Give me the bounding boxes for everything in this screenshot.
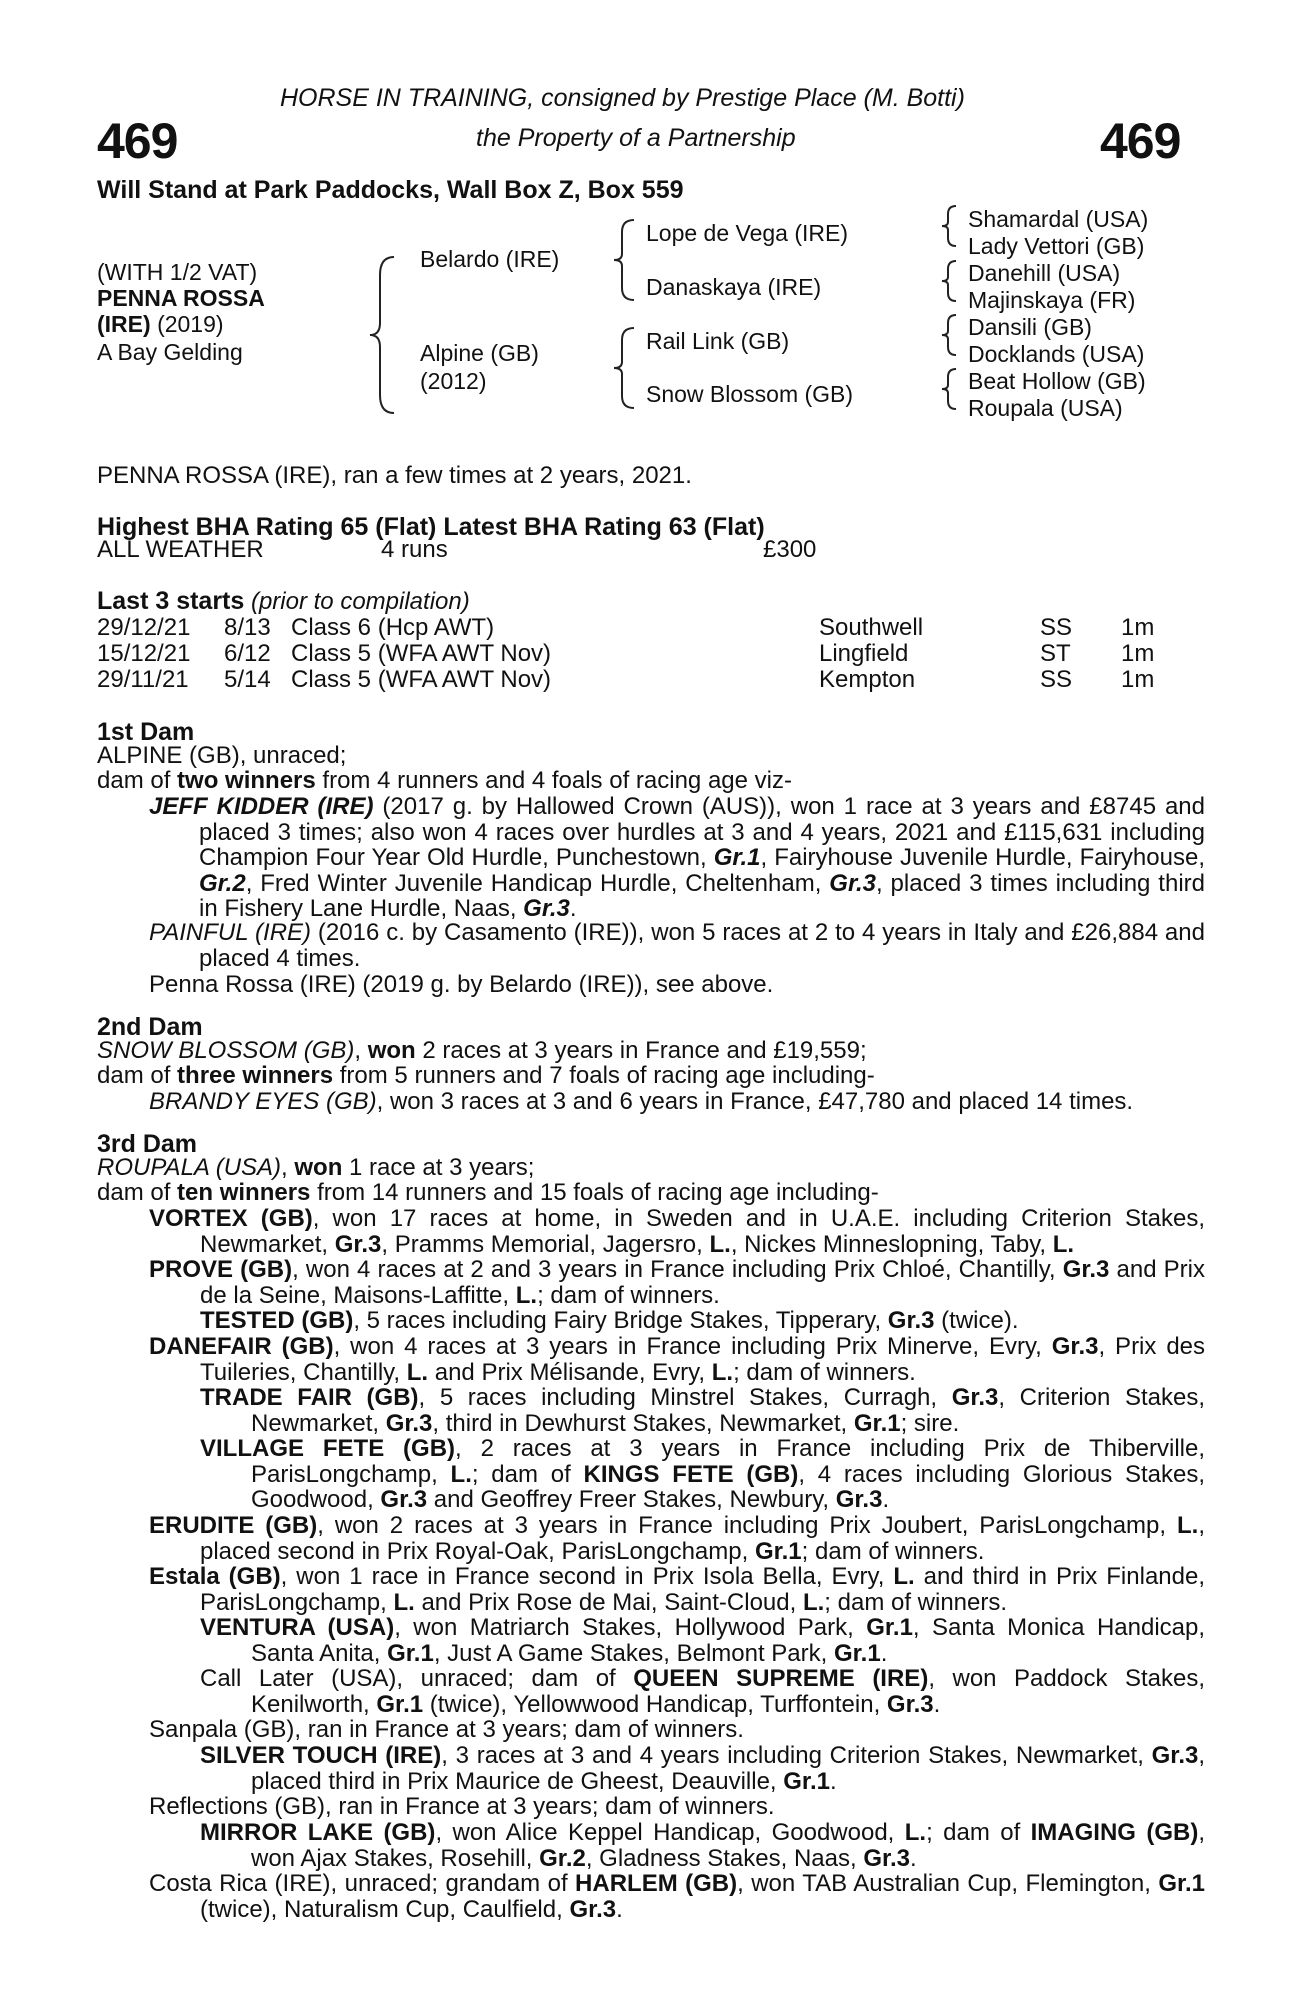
- pedigree-gen3-5: Dansili (GB): [968, 314, 1092, 340]
- third-dam-line2: dam of ten winners from 14 runners and 15 foals of racing age including-: [97, 1179, 879, 1206]
- start-race: Class 5 (WFA AWT Nov): [291, 666, 552, 693]
- start-distance: 1m: [1121, 640, 1155, 667]
- pedigree-gen2-4: Snow Blossom (GB): [646, 381, 854, 407]
- horse-country-year: [97, 311, 224, 338]
- progeny-vortex: VORTEX (GB), won 17 races at home, in Sweden and in U.A.E. including Criterion Stakes, Newmarket, Gr.3, Pramms Memorial, Jagersro, L., Nickes Minneslopning, Taby, L.: [149, 1205, 1205, 1258]
- pedigree-brace-g3-2: [940, 259, 962, 303]
- last-starts-title: Last 3 starts: [97, 587, 245, 615]
- start-date: 15/12/21: [97, 640, 191, 667]
- progeny-ventura: VENTURA (USA), won Matriarch Stakes, Hollywood Park, Gr.1, Santa Monica Handicap, Santa Anita, Gr.1, Just A Game Stakes, Belmont Park, Gr.1.: [200, 1614, 1206, 1667]
- progeny-trade-fair: TRADE FAIR (GB), 5 races including Minstrel Stakes, Curragh, Gr.3, Criterion Stakes, Newmarket, Gr.3, third in Dewhurst Stakes, Newmarket, Gr.1; sire.: [200, 1384, 1206, 1437]
- last-starts-heading: [97, 589, 470, 615]
- pedigree-brace-large: [368, 255, 408, 415]
- progeny-silver-touch: SILVER TOUCH (IRE), 3 races at 3 and 4 years including Criterion Stakes, Newmarket, Gr.3, placed third in Prix Maurice de Gheest, Deauville, Gr.1.: [200, 1742, 1206, 1795]
- lot-number-left: 469: [97, 113, 178, 169]
- pedigree-gen3-3: Danehill (USA): [968, 260, 1121, 286]
- pedigree-gen3-7: Beat Hollow (GB): [968, 368, 1146, 394]
- pedigree-gen3-2: Lady Vettori (GB): [968, 233, 1145, 259]
- progeny-call-later: Call Later (USA), unraced; dam of QUEEN SUPREME (IRE), won Paddock Stakes, Kenilworth, Gr.1 (twice), Yellowwood Handicap, Turffontein, Gr.3.: [200, 1665, 1205, 1718]
- progeny-village-fete: VILLAGE FETE (GB), 2 races at 3 years in France including Prix de Thiberville, ParisLongchamp, L.; dam of KINGS FETE (GB), 4 races including Glorious Stakes, Goodwood, Gr.3 and Geoffrey Freer Stakes, Newbury, Gr.3.: [200, 1435, 1205, 1514]
- progeny-erudite: ERUDITE (GB), won 2 races at 3 years in France including Prix Joubert, ParisLongchamp, L., placed second in Prix Royal-Oak, ParisLongchamp, Gr.1; dam of winners.: [149, 1512, 1205, 1565]
- pedigree-brace-g3-3: [940, 313, 962, 357]
- last-starts-note: (prior to compilation): [250, 588, 470, 615]
- stand-location: Will Stand at Park Paddocks, Wall Box Z, Box 559: [97, 176, 684, 204]
- start-distance: 1m: [1121, 614, 1155, 641]
- pedigree-brace-g3-4: [940, 367, 962, 411]
- start-race: Class 6 (Hcp AWT): [291, 614, 495, 641]
- pedigree-gen3-1: Shamardal (USA): [968, 206, 1149, 232]
- start-race: Class 5 (WFA AWT Nov): [291, 640, 552, 667]
- pedigree-gen3-8: Roupala (USA): [968, 395, 1123, 421]
- start-position: 5/14: [224, 666, 271, 693]
- pedigree-brace-sire: [612, 218, 642, 302]
- progeny-jeff-kidder: JEFF KIDDER (IRE) (2017 g. by Hallowed Crown (AUS)), won 1 race at 3 years and £8745 and placed 3 times; also won 4 races over hurdles at 3 and 4 years, 2021 and £115,631 including Champion Four Year Old Hurdle, Punchestown, Gr.1, Fairyhouse Juvenile Hurdle, Fairyhouse, Gr.2, Fred Winter Juvenile Handicap Hurdle, Cheltenham, Gr.3, placed 3 times including third in Fishery Lane Hurdle, Naas, Gr.3.: [149, 793, 1206, 923]
- consignor-line: HORSE IN TRAINING, consigned by Prestige Place (M. Botti): [280, 84, 965, 112]
- start-course: Southwell: [819, 614, 924, 641]
- rating-surface: ALL WEATHER: [97, 536, 264, 563]
- race-summary: PENNA ROSSA (IRE), ran a few times at 2 years, 2021.: [97, 462, 692, 489]
- progeny-mirror-lake: MIRROR LAKE (GB), won Alice Keppel Handicap, Goodwood, L.; dam of IMAGING (GB), won Ajax Stakes, Rosehill, Gr.2, Gladness Stakes, Naas, Gr.3.: [200, 1819, 1206, 1872]
- horse-name: PENNA ROSSA: [97, 285, 265, 311]
- pedigree-gen2-2: Danaskaya (IRE): [646, 274, 822, 300]
- vat-note: (WITH 1/2 VAT): [97, 259, 258, 285]
- rating-runs: 4 runs: [381, 536, 448, 563]
- progeny-tested: TESTED (GB), 5 races including Fairy Bridge Stakes, Tipperary, Gr.3 (twice).: [200, 1307, 1019, 1334]
- horse-year: (2019): [157, 311, 224, 337]
- horse-country: (IRE): [97, 311, 151, 337]
- pedigree-gen2-3: Rail Link (GB): [646, 328, 790, 354]
- third-dam-line1: ROUPALA (USA), won 1 race at 3 years;: [97, 1154, 535, 1181]
- pedigree-dam-year: (2012): [420, 368, 487, 394]
- second-dam-line2: dam of three winners from 5 runners and 7 foals of racing age including-: [97, 1062, 875, 1089]
- start-position: 6/12: [224, 640, 271, 667]
- pedigree-brace-g3-1: [940, 204, 962, 248]
- progeny-danefair: DANEFAIR (GB), won 4 races at 3 years in France including Prix Minerve, Evry, Gr.3, Prix des Tuileries, Chantilly, L. and Prix Mélisande, Evry, L.; dam of winners.: [149, 1333, 1206, 1386]
- bha-rating-title: Highest BHA Rating 65 (Flat) Latest BHA Rating 63 (Flat): [97, 513, 765, 541]
- first-dam-line2: dam of two winners from 4 runners and 4 foals of racing age viz-: [97, 767, 792, 794]
- start-distance: 1m: [1121, 666, 1155, 693]
- pedigree-gen2-1: Lope de Vega (IRE): [646, 220, 849, 246]
- progeny-prove: PROVE (GB), won 4 races at 2 and 3 years in France including Prix Chloé, Chantilly, Gr.3 and Prix de la Seine, Maisons-Laffitte, L.; dam of winners.: [149, 1256, 1205, 1309]
- third-dam-title: 3rd Dam: [97, 1130, 198, 1158]
- progeny-penna-rossa: Penna Rossa (IRE) (2019 g. by Belardo (IRE)), see above.: [149, 971, 774, 998]
- start-going: SS: [1040, 614, 1073, 641]
- progeny-painful: PAINFUL (IRE) (2016 c. by Casamento (IRE)), won 5 races at 2 to 4 years in Italy and £26,884 and placed 4 times.: [149, 919, 1205, 972]
- start-going: SS: [1040, 666, 1073, 693]
- lot-number-right: 469: [1100, 113, 1181, 169]
- first-dam-title: 1st Dam: [97, 718, 195, 746]
- pedigree-dam: Alpine (GB): [420, 340, 539, 366]
- rating-earnings: £300: [763, 536, 817, 563]
- start-course: Lingfield: [819, 640, 909, 667]
- progeny-estala: Estala (GB), won 1 race in France second in Prix Isola Bella, Evry, L. and third in Prix Finlande, ParisLongchamp, L. and Prix Rose de Mai, Saint-Cloud, L.; dam of winners.: [149, 1563, 1205, 1616]
- pedigree-gen3-4: Majinskaya (FR): [968, 287, 1136, 313]
- progeny-reflections: Reflections (GB), ran in France at 3 years; dam of winners.: [149, 1793, 775, 1820]
- start-course: Kempton: [819, 666, 916, 693]
- first-dam-line1: ALPINE (GB), unraced;: [97, 742, 347, 769]
- start-going: ST: [1040, 640, 1071, 667]
- pedigree-sire: Belardo (IRE): [420, 246, 560, 272]
- progeny-costa-rica: Costa Rica (IRE), unraced; grandam of HARLEM (GB), won TAB Australian Cup, Flemington, Gr.1 (twice), Naturalism Cup, Caulfield, Gr.3.: [149, 1870, 1206, 1923]
- second-dam-line1: SNOW BLOSSOM (GB), won 2 races at 3 years in France and £19,559;: [97, 1037, 867, 1064]
- pedigree-brace-dam: [612, 326, 642, 410]
- pedigree-gen3-6: Docklands (USA): [968, 341, 1145, 367]
- start-position: 8/13: [224, 614, 271, 641]
- progeny-brandy-eyes: BRANDY EYES (GB), won 3 races at 3 and 6 years in France, £47,780 and placed 14 times.: [149, 1088, 1134, 1115]
- property-line: the Property of a Partnership: [476, 124, 796, 152]
- start-date: 29/11/21: [97, 666, 189, 693]
- progeny-sanpala: Sanpala (GB), ran in France at 3 years; dam of winners.: [149, 1716, 744, 1743]
- horse-description: A Bay Gelding: [97, 339, 243, 365]
- start-date: 29/12/21: [97, 614, 191, 641]
- second-dam-title: 2nd Dam: [97, 1013, 203, 1041]
